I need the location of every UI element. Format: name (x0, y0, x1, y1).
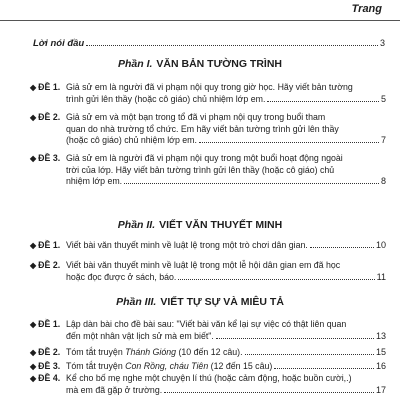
part-name: VIẾT TỰ SỰ VÀ MIÊU TẢ (160, 296, 284, 308)
story-title: Con Rồng, cháu Tiên (125, 361, 209, 371)
entry-heading (30, 319, 60, 331)
entry-line: Giả sử em là người đã vi phạm nội quy trong một buổi hoạt động ngoài (66, 153, 343, 163)
entry-number: ĐỀ 3. (38, 153, 61, 163)
part-name: VIẾT VĂN THUYẾT MINH (159, 219, 283, 231)
entry-text-part: hoặc đọc được ở sách, báo. (66, 271, 177, 282)
page-number: 17 (375, 384, 386, 395)
entry-last-line (66, 272, 386, 284)
toc-entry (30, 373, 386, 396)
entry-number: ĐỀ 3. (38, 361, 61, 371)
entry-text-part: (hoặc cô giáo) chủ nhiệm lớp em. (66, 135, 197, 146)
entry-last-line (66, 331, 386, 343)
entry-heading (30, 361, 60, 373)
bullet-icon: ◆ (30, 320, 37, 329)
entry-line (66, 347, 243, 359)
entry-heading (30, 153, 60, 165)
story-title: Thánh Gióng (125, 347, 177, 357)
entry-line (66, 331, 214, 343)
entry-line (66, 385, 162, 397)
entry-number: ĐỀ 4. (38, 373, 61, 383)
toc-entry (30, 347, 386, 359)
page-number: 10 (375, 240, 386, 250)
bullet-icon: ◆ (30, 348, 37, 357)
part-title (0, 58, 400, 70)
part-title (0, 296, 400, 308)
entry-text (66, 319, 386, 342)
leader-dots (124, 182, 379, 184)
entry-line: trời của lớp. Hãy viết bản tường trình gửi lên thầy (hoặc cô giáo) chủ (66, 164, 335, 175)
entry-text-part: (12 đến 15 câu) (208, 361, 273, 371)
page-number: 16 (375, 361, 386, 371)
preface-label: Lời nói đầu (33, 38, 85, 49)
entry-line (66, 272, 176, 284)
part-title (0, 219, 400, 231)
entry-text (66, 361, 386, 373)
page-number: 5 (380, 93, 386, 104)
entry-last-line (66, 94, 386, 106)
leader-dots (164, 391, 374, 393)
preface-entry (33, 38, 385, 49)
leader-dots (245, 353, 374, 355)
toc-entry (30, 361, 386, 373)
entry-text-part: Viết bài văn thuyết minh về luật lệ trong một trò chơi dân gian. (66, 240, 308, 250)
entry-text (66, 260, 386, 283)
entry-text-part: Tóm tắt truyện (66, 347, 126, 357)
entry-text-part: đến một nhân vật lịch sử mà em biết". (66, 330, 214, 341)
entry-heading (30, 240, 60, 252)
page-number: 15 (375, 347, 386, 357)
leader-dots (274, 367, 374, 369)
entry-last-line (66, 176, 386, 188)
page-number: 11 (376, 271, 386, 282)
part-number: Phần III. (116, 296, 157, 308)
entry-line: Giả sử em là người đã vi phạm nội quy trong giờ học. Hãy viết bản tường (66, 82, 353, 92)
entry-line (66, 135, 197, 147)
entry-text (66, 347, 386, 359)
entry-text-part: Tóm tắt truyện (66, 361, 126, 371)
entry-text-part: (10 đến 12 câu). (176, 347, 243, 357)
entry-line (66, 361, 272, 373)
entry-line (66, 240, 308, 252)
toc-entry (30, 82, 386, 105)
page-number: 3 (379, 38, 385, 48)
entry-last-line (66, 385, 386, 397)
toc-entry (30, 240, 386, 252)
entry-text (66, 153, 386, 188)
entry-heading (30, 347, 60, 359)
leader-dots (86, 44, 378, 46)
leader-dots (310, 246, 374, 248)
toc-entry (30, 112, 386, 147)
entry-heading (30, 82, 60, 94)
entry-text (66, 373, 386, 396)
entry-heading (30, 373, 60, 385)
toc-entry (30, 319, 386, 342)
entry-text-part: mà em đã gặp ở trường. (66, 384, 163, 395)
bullet-icon: ◆ (30, 154, 37, 163)
part-number: Phần I. (117, 58, 153, 70)
leader-dots (199, 141, 379, 143)
entry-number: ĐỀ 2. (38, 347, 61, 357)
entry-line: Giả sử em và một bạn trong tổ đã vi phạm nội quy trong buổi tham (66, 112, 326, 122)
entry-text-part: nhiệm lớp em. (66, 176, 123, 187)
entry-number: ĐỀ 1. (38, 319, 61, 329)
bullet-icon: ◆ (30, 113, 37, 122)
part-name: VĂN BẢN TƯỜNG TRÌNH (156, 58, 283, 70)
entry-heading (30, 112, 60, 124)
entry-line (66, 176, 122, 188)
toc-entry (30, 260, 386, 283)
part-number: Phần II. (117, 219, 156, 231)
entry-text (66, 112, 386, 147)
page-number: 8 (380, 176, 386, 187)
entry-text (66, 82, 386, 105)
entry-last-line (66, 240, 386, 252)
bullet-icon: ◆ (30, 374, 37, 383)
bullet-icon: ◆ (30, 241, 37, 250)
entry-text-part: trình gửi lên thầy (hoặc cô giáo) chủ nhiệm lớp em. (66, 93, 266, 104)
entry-line: Kể cho bố mẹ nghe một chuyện lí thú (hoặc cảm động, hoặc buồn cười,.) (66, 373, 352, 383)
entry-number: ĐỀ 1. (38, 240, 61, 250)
page-column-header: Trang (351, 3, 382, 15)
toc-entry (30, 153, 386, 188)
bullet-icon: ◆ (30, 83, 37, 92)
entry-last-line (66, 347, 386, 359)
header-divider (0, 20, 400, 21)
entry-number: ĐỀ 1. (38, 82, 61, 92)
page-number: 7 (380, 135, 386, 146)
entry-heading (30, 260, 60, 272)
bullet-icon: ◆ (30, 261, 37, 270)
page-number: 13 (375, 330, 386, 341)
entry-line: quan do nhà trường tổ chức. Em hãy viết bản tường trình gửi lên thầy (66, 123, 339, 134)
entry-line (66, 94, 265, 106)
entry-text (66, 240, 386, 252)
entry-number: ĐỀ 2. (38, 260, 61, 270)
entry-number: ĐỀ 2. (38, 112, 61, 122)
entry-last-line (66, 361, 386, 373)
leader-dots (216, 337, 374, 339)
entry-line: Lập dàn bài cho đề bài sau: "Viết bài văn kể lại sự việc có thật liên quan (66, 319, 347, 329)
leader-dots (178, 278, 374, 280)
leader-dots (267, 100, 379, 102)
entry-last-line (66, 135, 386, 147)
entry-line: Viết bài văn thuyết minh về luật lệ trong một lễ hội dân gian em đã học (66, 260, 341, 270)
bullet-icon: ◆ (30, 362, 37, 371)
